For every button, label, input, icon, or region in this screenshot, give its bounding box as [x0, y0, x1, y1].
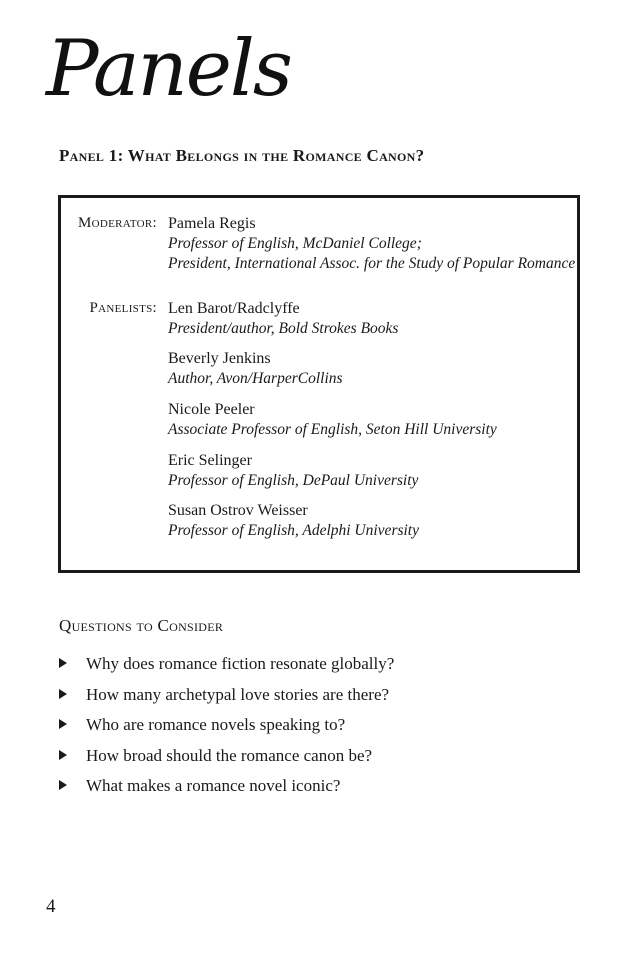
triangle-bullet-icon: [59, 689, 67, 699]
question-text: What makes a romance novel iconic?: [86, 776, 341, 795]
questions-heading: Questions to Consider: [59, 616, 224, 635]
panelist-name: Eric Selinger: [168, 452, 252, 469]
panelist-affiliation: Professor of English, Adelphi University: [168, 522, 419, 539]
question-text: How broad should the romance canon be?: [86, 745, 373, 765]
panelist-entry: [168, 400, 497, 440]
panelist-entry: [168, 501, 419, 541]
panelist-affiliation: President/author, Bold Strokes Books: [168, 320, 399, 337]
moderator-label: Moderator:: [78, 215, 157, 231]
panel-title: Panel 1: What Belongs in the Romance Canon?: [59, 146, 425, 165]
question-item: [59, 713, 394, 744]
question-item: [59, 652, 394, 683]
page-heading: Panels: [46, 24, 291, 114]
panelist-name: Len Barot/Radclyffe: [168, 300, 300, 317]
triangle-bullet-icon: [59, 750, 67, 760]
moderator-name: Pamela Regis: [168, 215, 256, 232]
panelist-name: Nicole Peeler: [168, 401, 255, 418]
page-number: 4: [46, 896, 56, 917]
moderator-affiliation-line: Professor of English, McDaniel College;: [168, 235, 422, 252]
panelist-affiliation: Professor of English, DePaul University: [168, 472, 419, 489]
panelist-entry: [168, 451, 418, 491]
panel-info-box: [58, 195, 580, 573]
panelist-entry: [168, 299, 398, 339]
panelist-affiliation: Associate Professor of English, Seton Hill University: [168, 421, 497, 438]
panelist-name: Susan Ostrov Weisser: [168, 502, 308, 519]
questions-list: [59, 652, 394, 805]
panelist-entry: [168, 349, 343, 389]
question-text: Why does romance fiction resonate globally?: [86, 654, 395, 673]
question-text: Who are romance novels speaking to?: [86, 715, 346, 734]
question-item: [59, 683, 394, 714]
question-item: [59, 774, 394, 805]
triangle-bullet-icon: [59, 780, 67, 790]
moderator-entry: [168, 214, 575, 274]
triangle-bullet-icon: [59, 658, 67, 668]
question-text: How many archetypal love stories are there?: [86, 684, 390, 704]
moderator-affiliation-line: President, International Assoc. for the Study of Popular Romance: [168, 255, 576, 272]
panelist-name: Beverly Jenkins: [168, 350, 271, 367]
panelist-affiliation: Author, Avon/HarperCollins: [168, 370, 343, 387]
question-item: [59, 744, 394, 775]
triangle-bullet-icon: [59, 719, 67, 729]
panelists-label: Panelists:: [89, 300, 157, 316]
